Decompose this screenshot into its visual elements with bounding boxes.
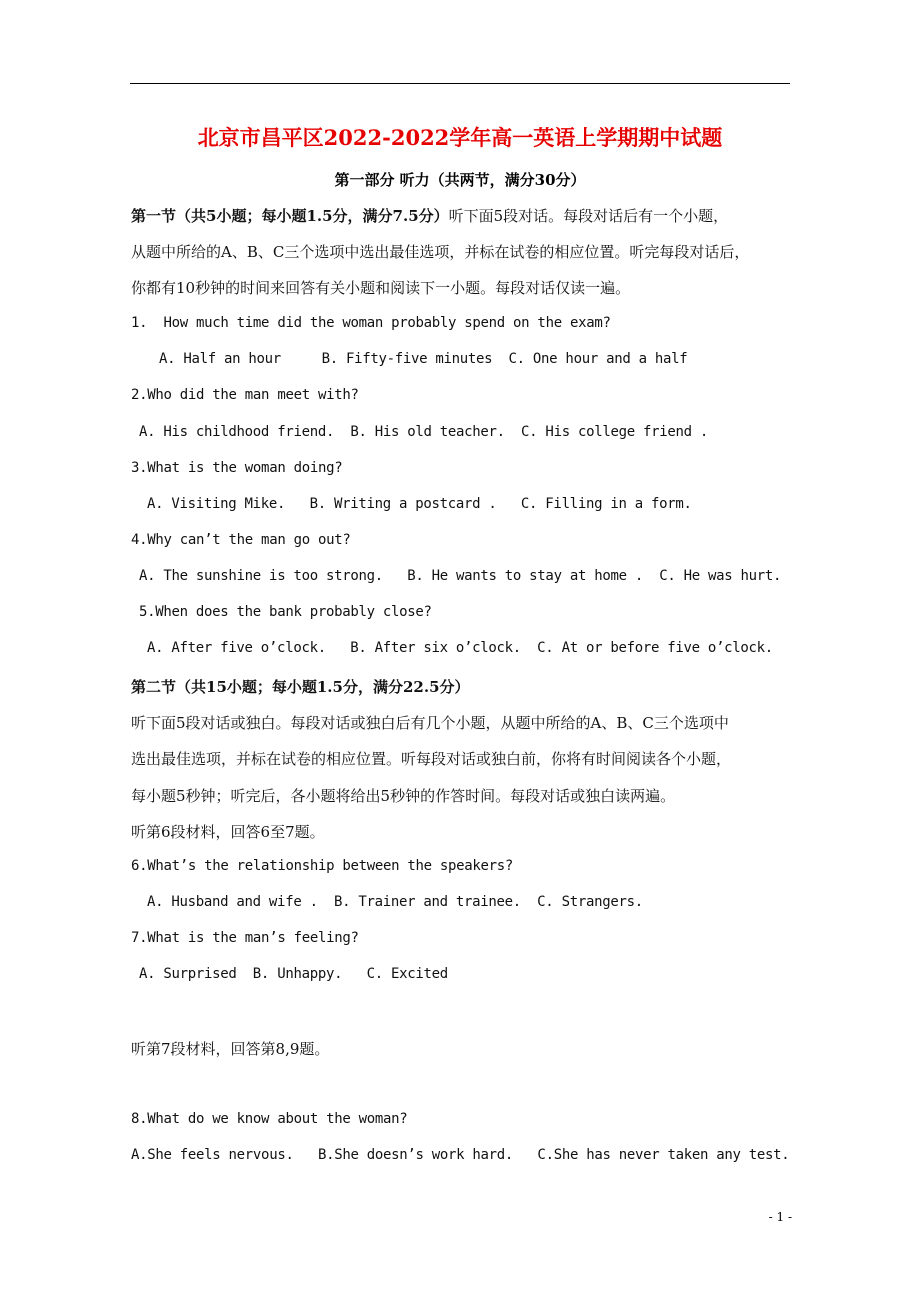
section1-heading: 第一节（共5小题；每小题1.5分，满分7.5分） (131, 207, 449, 225)
question-7: 7.What is the man’s feeling? (131, 930, 359, 946)
question-4-options: A. The sunshine is too strong. B. He wants to stay at home . C. He was hurt. (139, 568, 782, 584)
material-7-instruction: 听第7段材料，回答第8,9题。 (131, 1040, 330, 1058)
question-4: 4.Why can’t the man go out? (131, 532, 351, 548)
question-5-options: A. After five o’clock. B. After six o’clock. C. At or before five o’clock. (147, 640, 773, 656)
question-2-options: A. His childhood friend. B. His old teacher. C. His college friend . (139, 424, 709, 440)
question-8: 8.What do we know about the woman? (131, 1111, 408, 1127)
question-3: 3.What is the woman doing? (131, 460, 343, 476)
section1-instructions-1: 听下面5段对话。每段对话后有一个小题， (448, 207, 729, 225)
material-6-instruction: 听第6段材料，回答6至7题。 (131, 823, 325, 841)
section1-heading-line (131, 205, 728, 226)
header-rule (130, 83, 790, 84)
section2-heading: 第二节（共15小题；每小题1.5分，满分22.5分） (131, 678, 470, 696)
question-8-options: A.She feels nervous. B.She doesn’s work hard. C.She has never taken any test. (131, 1147, 790, 1163)
section2-instructions-3: 每小题5秒钟；听完后，各小题将给出5秒钟的作答时间。每段对话或独白读两遍。 (131, 787, 676, 805)
question-7-options: A. Surprised B. Unhappy. C. Excited (139, 966, 448, 982)
page-number: - 1 - (768, 1210, 792, 1224)
section1-instructions-2: 从题中所给的A、B、C三个选项中选出最佳选项，并标在试卷的相应位置。听完每段对话后， (131, 243, 750, 261)
question-6: 6.What’s the relationship between the speakers? (131, 858, 514, 874)
question-5: 5.When does the bank probably close? (139, 604, 432, 620)
question-2: 2.Who did the man meet with? (131, 387, 359, 403)
section1-instructions-3: 你都有10秒钟的时间来回答有关小题和阅读下一小题。每段对话仅读一遍。 (131, 279, 631, 297)
section2-instructions-1: 听下面5段对话或独白。每段对话或独白后有几个小题，从题中所给的A、B、C三个选项中 (131, 714, 729, 732)
question-1: 1. How much time did the woman probably spend on the exam? (131, 315, 611, 331)
question-1-options: A. Half an hour B. Fifty-five minutes C. One hour and a half (159, 351, 688, 367)
part-heading: 第一部分 听力（共两节，满分30分） (334, 171, 586, 189)
question-3-options: A. Visiting Mike. B. Writing a postcard . C. Filling in a form. (147, 496, 692, 512)
question-6-options: A. Husband and wife . B. Trainer and trainee. C. Strangers. (147, 894, 643, 910)
section2-instructions-2: 选出最佳选项，并标在试卷的相应位置。听每段对话或独白前，你将有时间阅读各个小题， (131, 750, 732, 768)
page-title: 北京市昌平区2022-2022学年高一英语上学期期中试题 (197, 125, 723, 150)
